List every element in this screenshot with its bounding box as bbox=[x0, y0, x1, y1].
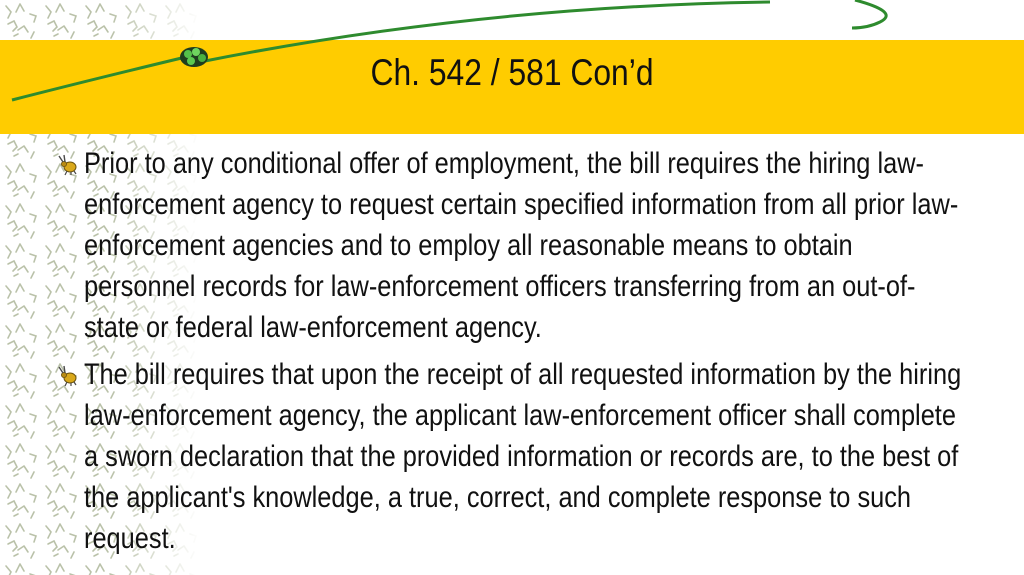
bullet-text: Prior to any conditional offer of employment, the bill requires the hiring law-enforcement agency to request certain specified information from all prior law-enforcement agencies and to employ all reasonable means to obtain personnel records for law-enforcement officers transferring from an out-of-state or federal law-enforcement agency. bbox=[84, 147, 959, 344]
bullet-item bbox=[54, 354, 1014, 559]
bullet-bug-icon bbox=[56, 152, 80, 176]
bullet-item bbox=[54, 143, 1014, 348]
slide-title: Ch. 542 / 581 Con’d bbox=[370, 52, 654, 93]
bullet-text: The bill requires that upon the receipt of all requested information by the hiring law-enforcement agency, the applicant law-enforcement officer shall complete a sworn declaration that the provided information or records are, to the best of the applicant's knowledge, a true, correct, and complete response to such request. bbox=[84, 358, 962, 555]
ball-cluster-icon bbox=[180, 47, 208, 67]
bullet-bug-icon bbox=[56, 363, 80, 387]
bullet-list bbox=[54, 143, 1014, 565]
